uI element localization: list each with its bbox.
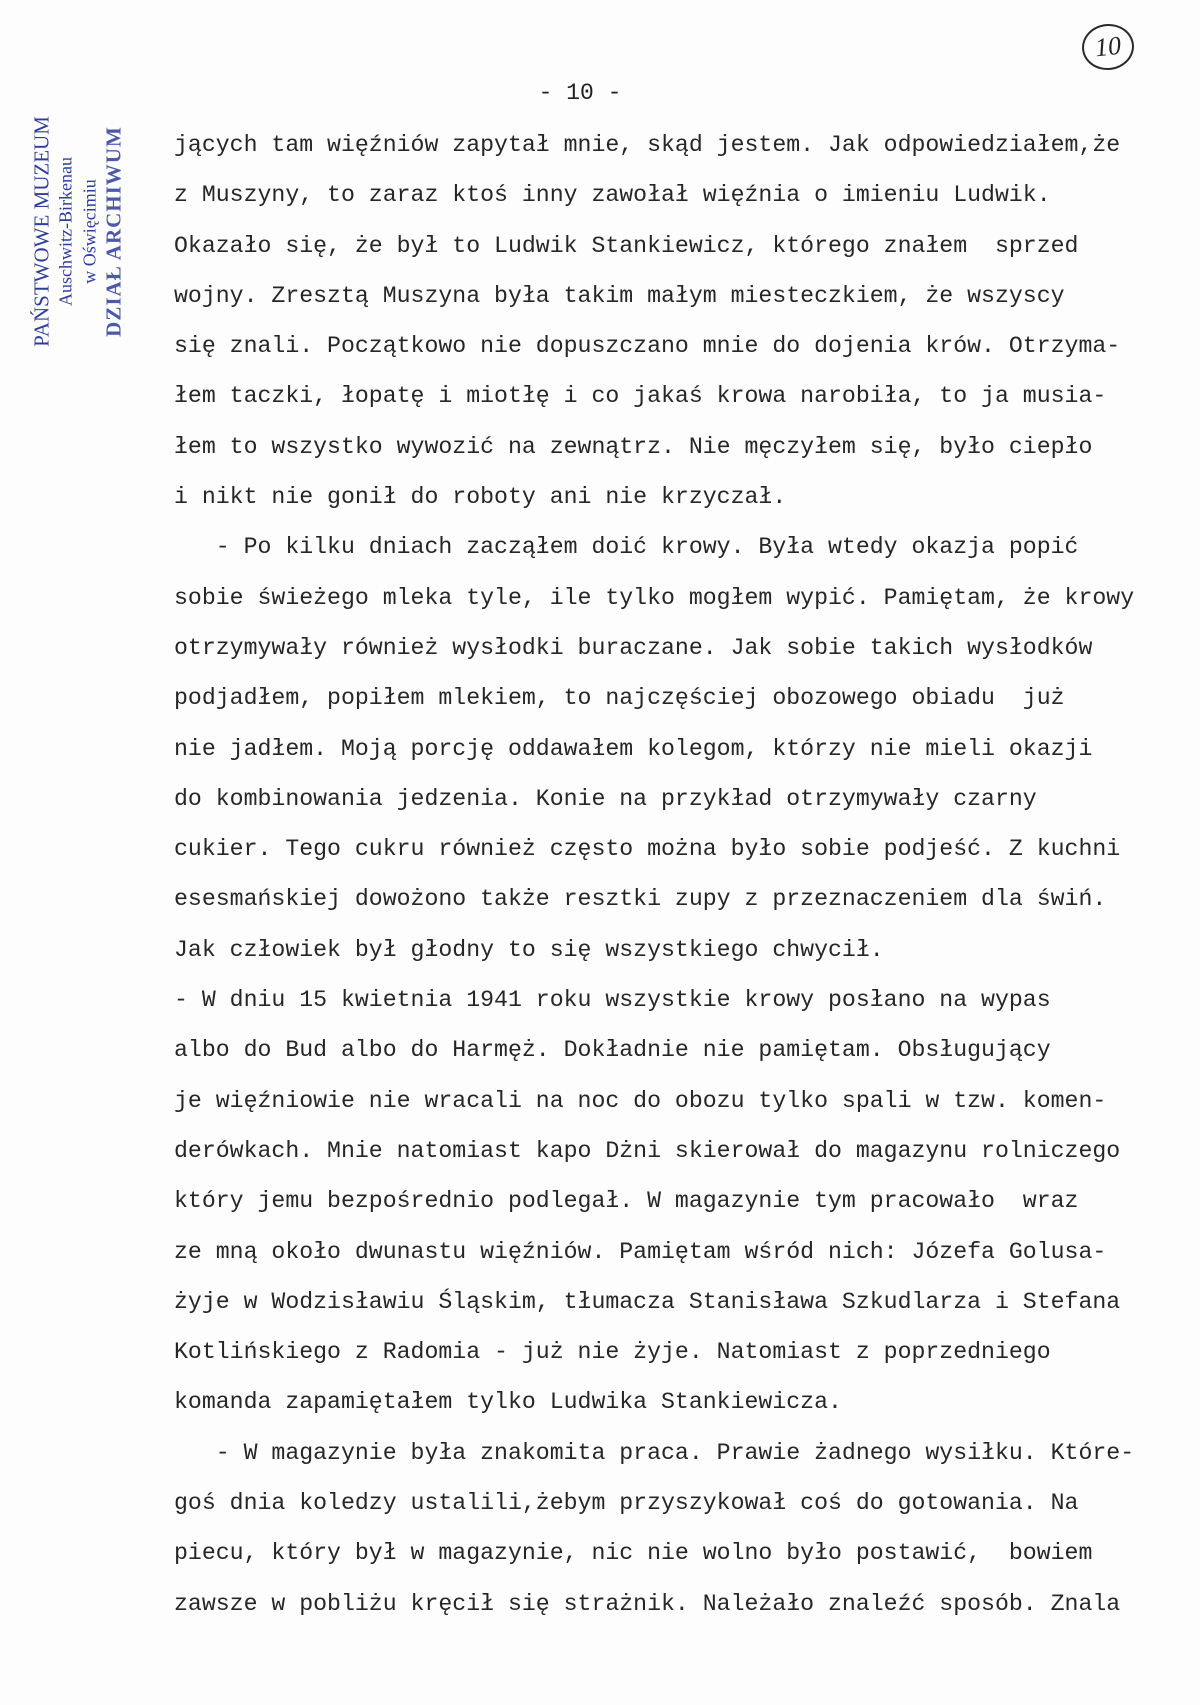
text-line: je więźniowie nie wracali na noc do obozu tylko spali w tzw. komen- bbox=[174, 1087, 1107, 1114]
text-line: który jemu bezpośrednio podlegał. W magazynie tym pracowało wraz bbox=[174, 1188, 1079, 1215]
text-line: podjadłem, popiłem mlekiem, to najczęściej obozowego obiadu już bbox=[174, 685, 1065, 712]
text-line: Okazało się, że był to Ludwik Stankiewicz, którego znałem sprzed bbox=[174, 232, 1079, 259]
text-line: Kotlińskiego z Radomia - już nie żyje. Natomiast z poprzedniego bbox=[174, 1339, 1051, 1366]
text-line: cukier. Tego cukru również często można było sobie podjeść. Z kuchni bbox=[174, 836, 1121, 863]
text-line: nie jadłem. Moją porcję oddawałem kolegom, którzy nie mieli okazji bbox=[174, 735, 1093, 762]
text-line: - W magazynie była znakomita praca. Prawie żadnego wysiłku. Które- bbox=[174, 1439, 1135, 1466]
text-line: komanda zapamiętałem tylko Ludwika Stankiewicza. bbox=[174, 1389, 842, 1416]
text-line: łem to wszystko wywozić na zewnątrz. Nie męczyłem się, było ciepło bbox=[174, 433, 1093, 460]
text-line: - W dniu 15 kwietnia 1941 roku wszystkie krowy posłano na wypas bbox=[174, 987, 1051, 1014]
text-line: otrzymywały również wysłodki buraczane. Jak sobie takich wysłodków bbox=[174, 634, 1093, 661]
text-line: żyje w Wodzisławiu Śląskim, tłumacza Stanisława Szkudlarza i Stefana bbox=[174, 1288, 1121, 1315]
text-line: do kombinowania jedzenia. Konie na przykład otrzymywały czarny bbox=[174, 785, 1037, 812]
stamp-line-2: Auschwitz-Birkenau bbox=[55, 157, 76, 306]
text-line: esesmańskiej dowożono także resztki zupy z przeznaczeniem dla świń. bbox=[174, 886, 1107, 913]
text-line: ze mną około dwunastu więźniów. Pamiętam wśród nich: Józefa Golusa- bbox=[174, 1238, 1107, 1265]
text-line: derówkach. Mnie natomiast kapo Dżni skierował do magazynu rolniczego bbox=[174, 1137, 1121, 1164]
text-line: się znali. Początkowo nie dopuszczano mnie do dojenia krów. Otrzyma- bbox=[174, 333, 1121, 360]
body-text bbox=[174, 120, 1200, 1620]
text-line: goś dnia koledzy ustalili,żebym przyszykował coś do gotowania. Na bbox=[174, 1490, 1079, 1517]
text-line: jących tam więźniów zapytał mnie, skąd jestem. Jak odpowiedziałem,że bbox=[174, 132, 1121, 158]
stamp-line-3: w Oświęcimiu bbox=[79, 179, 100, 284]
text-line: i nikt nie gonił do roboty ani nie krzyczał. bbox=[174, 484, 787, 511]
text-line: albo do Bud albo do Harmęż. Dokładnie nie pamiętam. Obsługujący bbox=[174, 1037, 1051, 1064]
text-line: łem taczki, łopatę i miotłę i co jakaś krowa narobiła, to ja musia- bbox=[174, 383, 1107, 410]
text-line: z Muszyny, to zaraz ktoś inny zawołał więźnia o imieniu Ludwik. bbox=[174, 182, 1051, 209]
text-line: zawsze w pobliżu kręcił się strażnik. Należało znaleźć sposób. Znala bbox=[174, 1590, 1121, 1617]
page-number: - 10 - bbox=[538, 80, 622, 106]
text-line: piecu, który był w magazynie, nic nie wolno było postawić, bowiem bbox=[174, 1540, 1093, 1567]
stamp-line-1: PAŃSTWOWE MUZEUM bbox=[29, 116, 54, 347]
handwritten-circled-page-number: 10 bbox=[1080, 21, 1137, 72]
text-line: wojny. Zresztą Muszyna była takim małym miesteczkiem, że wszyscy bbox=[174, 282, 1065, 309]
text-line: - Po kilku dniach zacząłem doić krowy. Była wtedy okazja popić bbox=[174, 534, 1079, 561]
text-line: Jak człowiek był głodny to się wszystkiego chwycił. bbox=[174, 936, 884, 963]
text-line: sobie świeżego mleka tyle, ile tylko mogłem wypić. Pamiętam, że krowy bbox=[174, 584, 1135, 611]
stamp-line-4: DZIAŁ ARCHIWUM bbox=[101, 126, 126, 337]
archive-stamp bbox=[30, 100, 135, 362]
